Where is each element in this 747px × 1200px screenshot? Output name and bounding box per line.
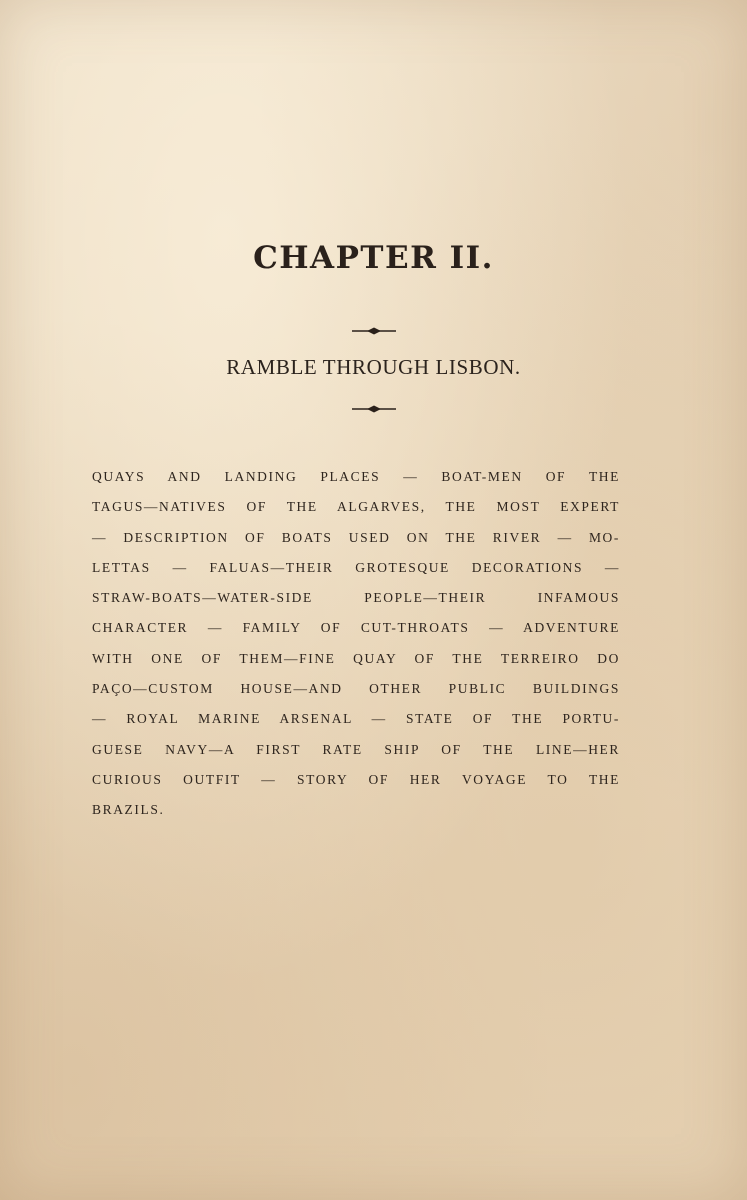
synopsis-line: TAGUS—NATIVES OF THE ALGARVES, THE MOST EXPERT [92,499,620,515]
chapter-subtitle: RAMBLE THROUGH LISBON. [226,355,521,379]
synopsis-line: GUESE NAVY—A FIRST RATE SHIP OF THE LINE—HER [92,741,620,757]
synopsis-line: WITH ONE OF THEM—FINE QUAY OF THE TERREIRO DO [92,650,620,666]
chapter-synopsis [92,462,620,826]
synopsis-line: — DESCRIPTION OF BOATS USED ON THE RIVER — MO- [92,529,620,545]
synopsis-line: PAÇO—CUSTOM HOUSE—AND OTHER PUBLIC BUILDINGS [92,681,620,697]
ornament-divider-bottom [0,404,747,414]
synopsis-line: LETTAS — FALUAS—THEIR GROTESQUE DECORATIONS — [92,559,620,575]
synopsis-line: CHARACTER — FAMILY OF CUT-THROATS — ADVENTURE [92,620,620,636]
synopsis-line: BRAZILS. [92,802,165,818]
synopsis-line: STRAW-BOATS—WATER-SIDE PEOPLE—THEIR INFAMOUS [92,590,620,606]
ornament-divider-top [0,326,747,336]
synopsis-line: CURIOUS OUTFIT — STORY OF HER VOYAGE TO THE [92,771,620,787]
chapter-title: CHAPTER II. [253,240,494,276]
synopsis-line: QUAYS AND LANDING PLACES — BOAT-MEN OF THE [92,469,620,484]
synopsis-line: — ROYAL MARINE ARSENAL — STATE OF THE PORTU- [92,711,620,727]
